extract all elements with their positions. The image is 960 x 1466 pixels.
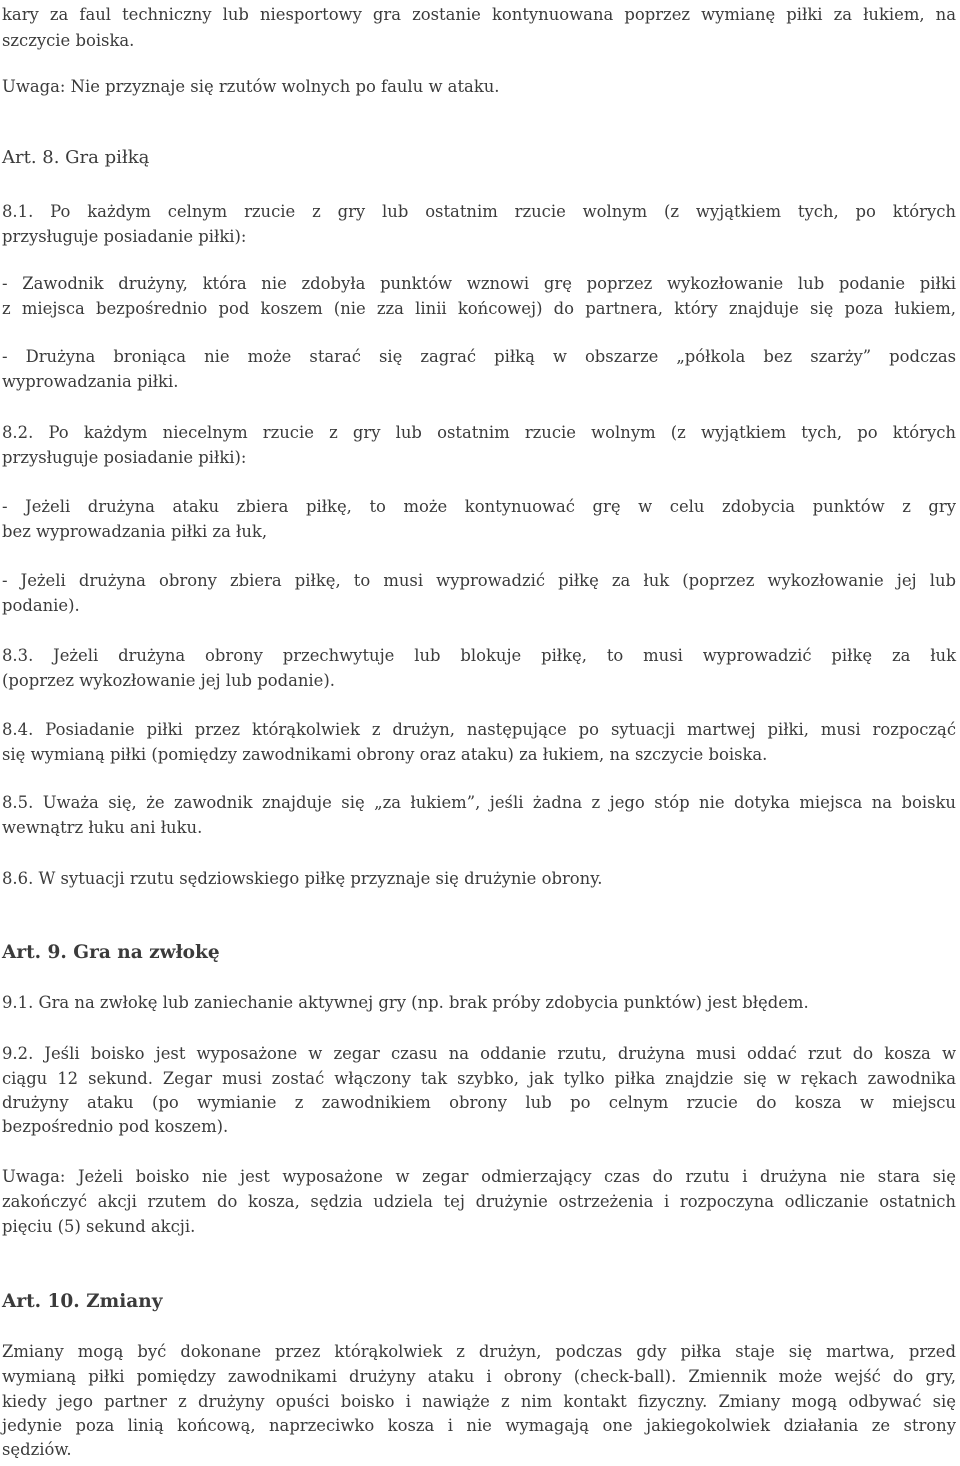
text-line: drużyny ataku (po wymianie z zawodnikiem obrony lub po celnym rzucie do kosza w miejscu xyxy=(2,1093,956,1112)
text-line: 8.2. Po każdym niecelnym rzucie z gry lub ostatnim rzucie wolnym (z wyjątkiem tych, po których xyxy=(2,423,956,442)
article-heading: Art. 10. Zmiany xyxy=(2,1291,163,1312)
text-line: się wymianą piłki (pomiędzy zawodnikami obrony oraz ataku) za łukiem, na szczycie boiska. xyxy=(2,745,768,764)
text-line: (poprzez wykozłowanie jej lub podanie). xyxy=(2,671,335,690)
text-line: - Jeżeli drużyna ataku zbiera piłkę, to może kontynuować grę w celu zdobycia punktów z gry xyxy=(2,497,956,516)
text-line: pięciu (5) sekund akcji. xyxy=(2,1217,196,1236)
text-line: sędziów. xyxy=(2,1440,72,1459)
text-line: podanie). xyxy=(2,596,80,615)
text-line: wewnątrz łuku ani łuku. xyxy=(2,818,203,837)
text-line: - Jeżeli drużyna obrony zbiera piłkę, to musi wyprowadzić piłkę za łuk (poprzez wykozłowanie jej lub xyxy=(2,571,956,590)
text-line: ciągu 12 sekund. Zegar musi zostać włączony tak szybko, jak tylko piłka znajdzie się w rękach zawodnika xyxy=(2,1069,956,1088)
text-line: przysługuje posiadanie piłki): xyxy=(2,448,247,467)
text-line: Zmiany mogą być dokonane przez którąkolwiek z drużyn, podczas gdy piłka staje się martwa, przed xyxy=(2,1342,956,1361)
text-line: - Drużyna broniąca nie może starać się zagrać piłką w obszarze „półkola bez szarży” podczas xyxy=(2,347,956,366)
text-line: bezpośrednio pod koszem). xyxy=(2,1117,229,1136)
text-line: 9.2. Jeśli boisko jest wyposażone w zegar czasu na oddanie rzutu, drużyna musi oddać rzut do kosza w xyxy=(2,1044,956,1063)
text-line: z miejsca bezpośrednio pod koszem (nie zza linii końcowej) do partnera, który znajduje się poza łukiem, xyxy=(2,299,956,318)
text-line: wymianą piłki pomiędzy zawodnikami drużyny ataku i obrony (check-ball). Zmiennik może wejść do gry, xyxy=(2,1367,956,1386)
article-heading: Art. 9. Gra na zwłokę xyxy=(2,942,220,963)
text-line: Uwaga: Jeżeli boisko nie jest wyposażone w zegar odmierzający czas do rzutu i drużyna nie stara się xyxy=(2,1167,956,1186)
text-line: 8.6. W sytuacji rzutu sędziowskiego piłkę przyznaje się drużynie obrony. xyxy=(2,869,603,888)
text-line: kiedy jego partner z drużyny opuści boisko i nawiąże z nim kontakt fizyczny. Zmiany mogą odbywać się xyxy=(2,1392,956,1411)
text-line: jedynie poza linią końcową, naprzeciwko kosza i nie wymagają one jakiegokolwiek działania ze strony xyxy=(2,1416,956,1435)
text-line: - Zawodnik drużyny, która nie zdobyła punktów wznowi grę poprzez wykozłowanie lub podanie piłki xyxy=(2,274,956,293)
article-heading: Art. 8. Gra piłką xyxy=(2,147,150,168)
text-line: 8.1. Po każdym celnym rzucie z gry lub ostatnim rzucie wolnym (z wyjątkiem tych, po których xyxy=(2,202,956,221)
text-line: kary za faul techniczny lub niesportowy gra zostanie kontynuowana poprzez wymianę piłki za łukiem, na xyxy=(2,5,956,24)
text-line: przysługuje posiadanie piłki): xyxy=(2,227,247,246)
text-line: 8.4. Posiadanie piłki przez którąkolwiek z drużyn, następujące po sytuacji martwej piłki, musi rozpocząć xyxy=(2,720,956,739)
text-line: 8.3. Jeżeli drużyna obrony przechwytuje lub blokuje piłkę, to musi wyprowadzić piłkę za łuk xyxy=(2,646,956,665)
text-line: Uwaga: Nie przyznaje się rzutów wolnych po faulu w ataku. xyxy=(2,77,500,96)
text-line: 8.5. Uważa się, że zawodnik znajduje się „za łukiem”, jeśli żadna z jego stóp nie dotyka miejsca na boisku xyxy=(2,793,956,812)
text-line: wyprowadzania piłki. xyxy=(2,372,179,391)
text-line: 9.1. Gra na zwłokę lub zaniechanie aktywnej gry (np. brak próby zdobycia punktów) jest błędem. xyxy=(2,993,809,1012)
text-line: szczycie boiska. xyxy=(2,31,135,50)
text-line: zakończyć akcji rzutem do kosza, sędzia udziela tej drużynie ostrzeżenia i rozpoczyna odliczanie ostatnich xyxy=(2,1192,956,1211)
text-line: bez wyprowadzania piłki za łuk, xyxy=(2,522,268,541)
